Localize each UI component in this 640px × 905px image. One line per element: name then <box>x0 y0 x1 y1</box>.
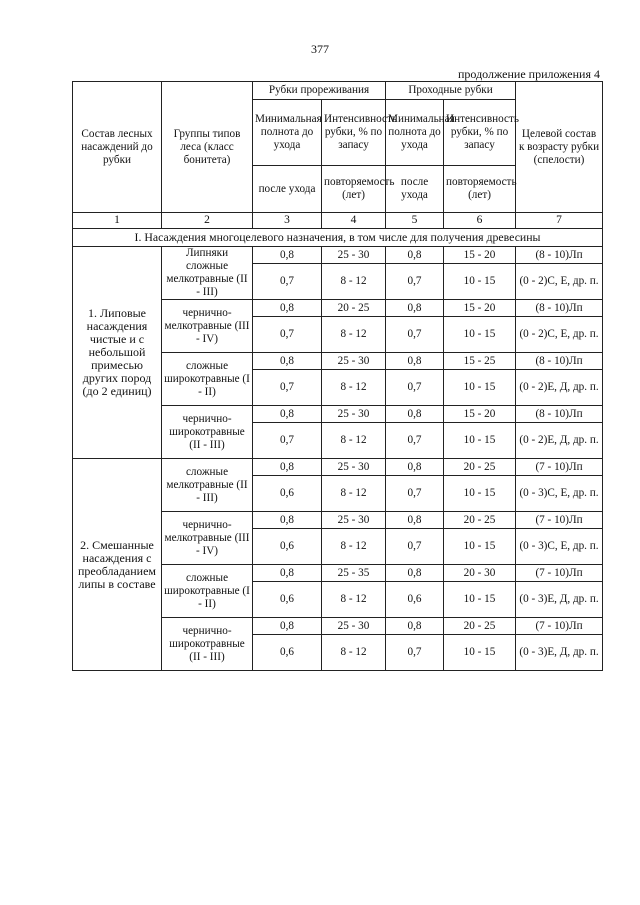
page-number: 377 <box>311 42 329 56</box>
intensity-value: 25 - 30 <box>322 247 386 264</box>
intensity-passing-value: 10 - 15 <box>444 529 516 565</box>
header-after-care-passing: после ухода <box>386 166 444 213</box>
intensity-value: 8 - 12 <box>322 635 386 671</box>
intensity-passing-value: 20 - 25 <box>444 618 516 635</box>
min-density-value: 0,8 <box>253 353 322 370</box>
silviculture-table <box>72 81 603 671</box>
intensity-passing-value: 15 - 25 <box>444 353 516 370</box>
col-number: 2 <box>162 213 253 229</box>
intensity-value: 20 - 25 <box>322 300 386 317</box>
forest-type: Липняки сложные мелкотравные (II - III) <box>162 247 253 300</box>
min-density-passing-value: 0,7 <box>386 529 444 565</box>
min-density-passing-value: 0,7 <box>386 317 444 353</box>
intensity-passing-value: 10 - 15 <box>444 317 516 353</box>
section-title: I. Насаждения многоцелевого назначения, в том числе для получения древесины <box>73 229 603 247</box>
min-density-passing-value: 0,8 <box>386 565 444 582</box>
intensity-passing-value: 10 - 15 <box>444 264 516 300</box>
target-composition-value: (0 - 3)Е, Д, др. п. <box>516 582 603 618</box>
header-repeat: повторяемость (лет) <box>322 166 386 213</box>
target-composition-value: (0 - 2)С, Е, др. п. <box>516 264 603 300</box>
target-composition-value: (8 - 10)Лп <box>516 406 603 423</box>
target-composition-value: (0 - 2)Е, Д, др. п. <box>516 370 603 406</box>
intensity-value: 25 - 30 <box>322 512 386 529</box>
min-density-passing-value: 0,7 <box>386 264 444 300</box>
col-number: 6 <box>444 213 516 229</box>
intensity-passing-value: 10 - 15 <box>444 423 516 459</box>
forest-type: чернично-мелкотравные (III - IV) <box>162 300 253 353</box>
intensity-value: 8 - 12 <box>322 529 386 565</box>
target-composition-value: (7 - 10)Лп <box>516 512 603 529</box>
intensity-passing-value: 10 - 15 <box>444 635 516 671</box>
intensity-value: 8 - 12 <box>322 582 386 618</box>
min-density-value: 0,8 <box>253 565 322 582</box>
target-composition-value: (8 - 10)Лп <box>516 247 603 264</box>
header-target: Целевой состав к возрасту рубки (спелости) <box>516 82 603 213</box>
min-density-value: 0,7 <box>253 317 322 353</box>
min-density-value: 0,6 <box>253 582 322 618</box>
intensity-value: 8 - 12 <box>322 423 386 459</box>
min-density-passing-value: 0,8 <box>386 353 444 370</box>
group-name: 2. Смешанные насаждения с преобладанием липы в составе <box>73 459 162 671</box>
table-row <box>73 459 603 476</box>
min-density-passing-value: 0,6 <box>386 582 444 618</box>
intensity-value: 25 - 30 <box>322 459 386 476</box>
min-density-value: 0,8 <box>253 459 322 476</box>
intensity-value: 25 - 35 <box>322 565 386 582</box>
min-density-passing-value: 0,8 <box>386 459 444 476</box>
min-density-passing-value: 0,7 <box>386 635 444 671</box>
header-after-care: после ухода <box>253 166 322 213</box>
target-composition-value: (7 - 10)Лп <box>516 618 603 635</box>
target-composition-value: (0 - 2)С, Е, др. п. <box>516 317 603 353</box>
header-intensity: Интенсивность рубки, % по запасу <box>322 100 386 166</box>
intensity-passing-value: 15 - 20 <box>444 406 516 423</box>
forest-type: чернично-мелкотравные (III - IV) <box>162 512 253 565</box>
target-composition-value: (0 - 3)С, Е, др. п. <box>516 476 603 512</box>
continuation-note: продолжение приложения 4 <box>458 67 600 81</box>
min-density-passing-value: 0,8 <box>386 618 444 635</box>
intensity-value: 25 - 30 <box>322 618 386 635</box>
header-thinning: Рубки прореживания <box>253 82 386 100</box>
min-density-passing-value: 0,8 <box>386 300 444 317</box>
target-composition-value: (7 - 10)Лп <box>516 459 603 476</box>
header-intensity-passing: Интенсивность рубки, % по запасу <box>444 100 516 166</box>
intensity-passing-value: 15 - 20 <box>444 247 516 264</box>
forest-type: сложные мелкотравные (II - III) <box>162 459 253 512</box>
min-density-passing-value: 0,8 <box>386 247 444 264</box>
header-forest-groups: Группы типов леса (класс бонитета) <box>162 82 253 213</box>
forest-type: сложные широкотравные (I - II) <box>162 353 253 406</box>
intensity-passing-value: 15 - 20 <box>444 300 516 317</box>
col-number: 7 <box>516 213 603 229</box>
min-density-passing-value: 0,8 <box>386 406 444 423</box>
header-min-density-passing: Минимальная полнота до ухода <box>386 100 444 166</box>
intensity-value: 8 - 12 <box>322 317 386 353</box>
intensity-passing-value: 20 - 30 <box>444 565 516 582</box>
target-composition-value: (7 - 10)Лп <box>516 565 603 582</box>
min-density-value: 0,7 <box>253 370 322 406</box>
intensity-value: 8 - 12 <box>322 370 386 406</box>
col-number: 1 <box>73 213 162 229</box>
intensity-passing-value: 10 - 15 <box>444 582 516 618</box>
intensity-value: 25 - 30 <box>322 406 386 423</box>
min-density-passing-value: 0,8 <box>386 512 444 529</box>
forest-type: сложные широкотравные (I - II) <box>162 565 253 618</box>
intensity-passing-value: 10 - 15 <box>444 370 516 406</box>
target-composition-value: (0 - 3)Е, Д, др. п. <box>516 635 603 671</box>
min-density-value: 0,8 <box>253 300 322 317</box>
min-density-value: 0,7 <box>253 264 322 300</box>
target-composition-value: (0 - 3)С, Е, др. п. <box>516 529 603 565</box>
intensity-value: 8 - 12 <box>322 476 386 512</box>
min-density-value: 0,8 <box>253 618 322 635</box>
header-composition: Состав лесных насаждений до рубки <box>73 82 162 213</box>
col-number: 3 <box>253 213 322 229</box>
table-row <box>73 247 603 264</box>
min-density-passing-value: 0,7 <box>386 476 444 512</box>
target-composition-value: (8 - 10)Лп <box>516 300 603 317</box>
target-composition-value: (0 - 2)Е, Д, др. п. <box>516 423 603 459</box>
header-passing: Проходные рубки <box>386 82 516 100</box>
min-density-value: 0,8 <box>253 247 322 264</box>
min-density-value: 0,6 <box>253 476 322 512</box>
intensity-value: 8 - 12 <box>322 264 386 300</box>
min-density-value: 0,6 <box>253 635 322 671</box>
intensity-passing-value: 20 - 25 <box>444 512 516 529</box>
intensity-value: 25 - 30 <box>322 353 386 370</box>
min-density-value: 0,8 <box>253 406 322 423</box>
min-density-passing-value: 0,7 <box>386 370 444 406</box>
target-composition-value: (8 - 10)Лп <box>516 353 603 370</box>
forest-type: чернично-широкотравные (II - III) <box>162 406 253 459</box>
col-number: 4 <box>322 213 386 229</box>
intensity-passing-value: 20 - 25 <box>444 459 516 476</box>
header-min-density: Минимальная полнота до ухода <box>253 100 322 166</box>
min-density-value: 0,7 <box>253 423 322 459</box>
header-repeat-passing: повторяемость (лет) <box>444 166 516 213</box>
col-number: 5 <box>386 213 444 229</box>
group-name: 1. Липовые насаждения чистые и с небольшой примесью других пород (до 2 единиц) <box>73 247 162 459</box>
min-density-value: 0,6 <box>253 529 322 565</box>
intensity-passing-value: 10 - 15 <box>444 476 516 512</box>
min-density-value: 0,8 <box>253 512 322 529</box>
min-density-passing-value: 0,7 <box>386 423 444 459</box>
forest-type: чернично-широкотравные (II - III) <box>162 618 253 671</box>
